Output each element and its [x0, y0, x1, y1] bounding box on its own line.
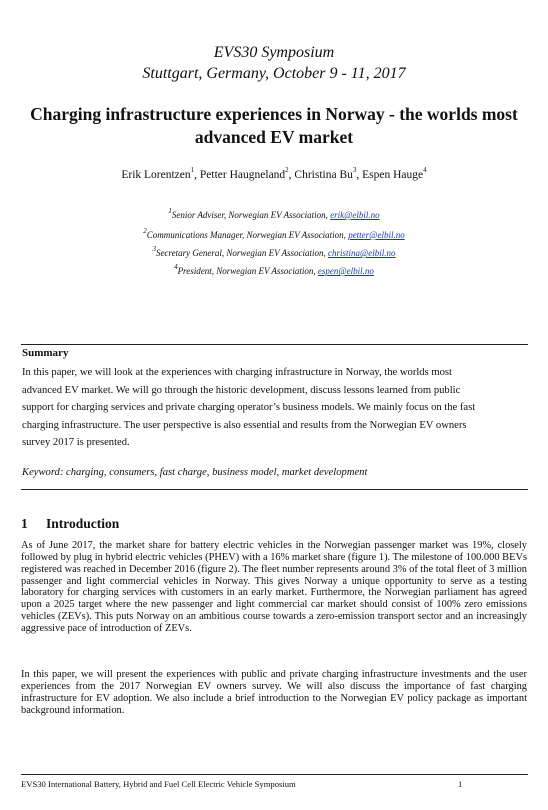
summary-heading: Summary — [22, 347, 69, 359]
section-title: Introduction — [46, 516, 120, 531]
author-sup: 2 — [285, 166, 289, 175]
author-sup: 4 — [423, 166, 427, 175]
author-name: Christina Bu — [294, 169, 353, 181]
affiliation-text: Communications Manager, Norwegian EV Association, — [146, 230, 349, 240]
author-name: Espen Hauge — [362, 169, 424, 181]
affiliation — [0, 209, 548, 221]
affiliation-text: Secretary General, Norwegian EV Association, — [155, 248, 329, 258]
affiliation-sup: 3 — [152, 245, 156, 253]
author-separator: , — [356, 169, 363, 181]
affiliation-text: Senior Adviser, Norwegian EV Association, — [171, 210, 331, 220]
email-link[interactable]: christina@elbil.no — [328, 248, 396, 258]
author-separator: , — [194, 169, 200, 181]
author-list — [0, 168, 548, 183]
author-sup: 1 — [190, 166, 195, 175]
summary-line: advanced EV market. We will go through the historic development, discuss lessons learned from public — [22, 384, 461, 396]
summary-box — [21, 344, 528, 490]
affiliation-text: President, Norwegian EV Association, — [177, 266, 318, 276]
body-paragraph: As of June 2017, the market share for battery electric vehicles in the Norwegian passenger market was 19%, closely followed by plug in hybrid electric vehicles (PHEV) with a 16% market share (figure 1). The milestone of 100.000 BEVs registered was reached in December 2016 (figure 2). The fleet number represents around 3% of the total fleet of 3 million passenger and light commercial vehicles in Norway. This gives Norway a unique opportunity to serve as a testing laboratory for charging services with customers in an early market. Furthermore, the Norwegian parliament has agreed upon a 2025 target where the new passenger and light commercial car market should consist of 100% zero emissions vehicles (ZEVs). This puts Norway on an ambitious course towards a zero-emission transport sector and an increasingly aggressive pace of introduction of ZEVs. — [21, 540, 527, 634]
keywords: Keyword: charging, consumers, fast charge, business model, market development — [22, 467, 368, 478]
page-number: 1 — [458, 779, 463, 789]
summary-line: In this paper, we will look at the experiences with charging infrastructure in Norway, the worlds most — [22, 367, 452, 378]
footer-divider — [21, 774, 528, 775]
affiliation — [0, 265, 548, 277]
affiliation — [0, 229, 548, 241]
conference-location-date: Stuttgart, Germany, October 9 - 11, 2017 — [142, 65, 406, 82]
author-separator: , — [288, 169, 295, 181]
author-sup: 3 — [352, 166, 357, 175]
email-link[interactable]: espen@elbil.no — [317, 266, 374, 276]
paper-title: Charging infrastructure experiences in Norway - the worlds most advanced EV market — [30, 104, 518, 147]
affiliation-sup: 4 — [174, 263, 178, 271]
affiliation — [0, 247, 548, 259]
email-link[interactable]: petter@elbil.no — [348, 230, 405, 240]
author-name: Erik Lorentzen — [121, 169, 191, 181]
author-name: Petter Haugneland — [199, 169, 286, 181]
section-number: 1 — [21, 516, 28, 531]
affiliation-sup: 1 — [168, 207, 172, 215]
footer-text: EVS30 International Battery, Hybrid and Fuel Cell Electric Vehicle Symposium — [21, 779, 296, 789]
body-paragraph: In this paper, we will present the experiences with public and private charging infrastructure investments and the user experiences from the 2017 Norwegian EV owners survey. We will also discuss the importance of fast charging infrastructure for EV adoption. We also include a brief introduction to the Norwegian EV policy package as important background information. — [21, 669, 527, 716]
summary-text — [22, 364, 526, 452]
conference-name: EVS30 Symposium — [213, 44, 335, 61]
summary-line: support for charging services and private charging operator’s business models. We mainly focus on the fast — [22, 402, 476, 414]
section-heading — [21, 516, 119, 532]
email-link[interactable]: erik@elbil.no — [330, 210, 380, 220]
summary-line: survey 2017 is presented. — [22, 437, 130, 449]
affiliation-sup: 2 — [143, 227, 147, 235]
summary-line: charging infrastructure. The user perspective is also essential and results from the Norwegian EV owners — [22, 419, 467, 431]
